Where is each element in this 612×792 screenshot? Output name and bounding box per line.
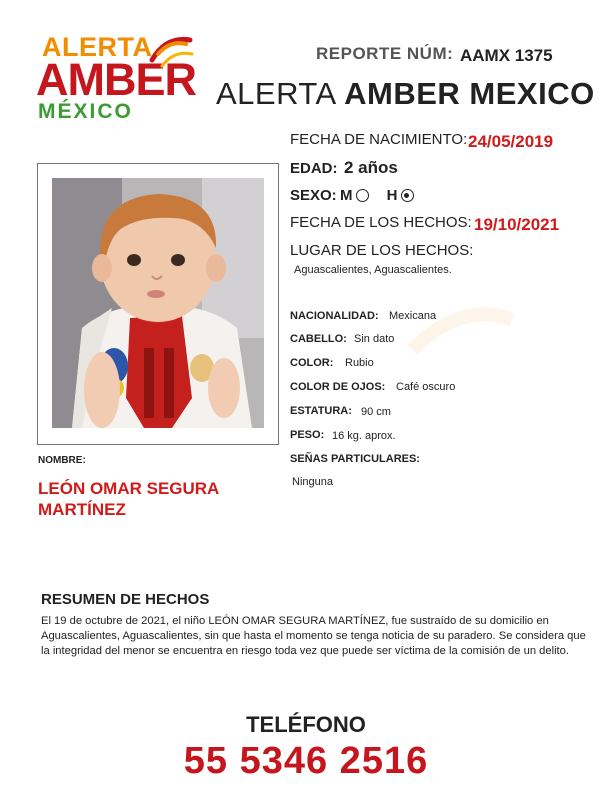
fecha-nacimiento-label: FECHA DE NACIMIENTO: bbox=[290, 131, 468, 148]
page-title bbox=[216, 76, 595, 112]
ojos-value: Café oscuro bbox=[396, 381, 456, 393]
ojos-label: COLOR DE OJOS: bbox=[290, 381, 386, 393]
color-label: COLOR: bbox=[290, 357, 334, 369]
estatura-value: 90 cm bbox=[361, 406, 391, 418]
cabello-label: CABELLO: bbox=[290, 333, 347, 345]
senas-label: SEÑAS PARTICULARES: bbox=[290, 453, 420, 465]
title-bold: AMBER MEXICO bbox=[344, 76, 595, 111]
resumen-text: El 19 de octubre de 2021, el niño LEÓN OMAR SEGURA MARTÍNEZ, fue sustraído de su domicilio en Aguascalientes, Aguascalientes, sin que hasta el momento se tenga noticia de su paradero. Se considera que la integridad del menor se encuentra en riesgo toda vez que puede ser víctima de la comisión de un delito. bbox=[41, 615, 586, 657]
title-light: ALERTA bbox=[216, 76, 336, 111]
sexo-m-label: M bbox=[340, 187, 353, 204]
sexo-options bbox=[340, 187, 414, 204]
color-value: Rubio bbox=[345, 357, 374, 369]
lugar-value: Aguascalientes, Aguascalientes. bbox=[294, 264, 452, 276]
sexo-h-radio bbox=[401, 189, 414, 202]
edad-label: EDAD: bbox=[290, 160, 338, 177]
peso-label: PESO: bbox=[290, 429, 325, 441]
logo-swoosh-icon bbox=[146, 30, 194, 72]
photo-frame bbox=[37, 163, 279, 445]
logo-line-alerta: ALERTA bbox=[42, 32, 153, 62]
logo-watermark bbox=[262, 290, 522, 365]
resumen-heading: RESUMEN DE HECHOS bbox=[41, 591, 210, 608]
estatura-label: ESTATURA: bbox=[290, 405, 352, 417]
watermark-swoosh-icon bbox=[262, 290, 522, 360]
fecha-nacimiento-value: 24/05/2019 bbox=[468, 132, 554, 151]
nombre-label: NOMBRE: bbox=[38, 455, 86, 466]
telefono-number: 55 5346 2516 bbox=[183, 740, 429, 782]
fecha-hechos-value: 19/10/2021 bbox=[474, 215, 560, 234]
fecha-hechos-label: FECHA DE LOS HECHOS: bbox=[290, 214, 472, 231]
logo-line-mexico: MÉXICO bbox=[38, 100, 133, 123]
telefono-heading: TELÉFONO bbox=[246, 712, 366, 737]
nombre-value: LEÓN OMAR SEGURA MARTÍNEZ bbox=[38, 479, 219, 519]
peso-value: 16 kg. aprox. bbox=[332, 430, 396, 442]
child-photo bbox=[52, 178, 264, 428]
sexo-h-label: H bbox=[386, 187, 398, 204]
senas-value: Ninguna bbox=[292, 476, 333, 488]
sexo-m-radio bbox=[356, 189, 369, 202]
logo-line-amber: AMBER bbox=[36, 54, 196, 105]
cabello-value: Sin dato bbox=[354, 333, 395, 345]
reporte-number: AAMX 1375 bbox=[460, 46, 553, 65]
lugar-label: LUGAR DE LOS HECHOS: bbox=[290, 242, 474, 259]
nacionalidad-label: NACIONALIDAD: bbox=[290, 310, 379, 322]
reporte-label: REPORTE NÚM: bbox=[316, 44, 454, 63]
edad-value: 2 años bbox=[344, 158, 398, 177]
sexo-label: SEXO: bbox=[290, 187, 337, 204]
alerta-amber-logo bbox=[34, 30, 194, 125]
nacionalidad-value: Mexicana bbox=[389, 310, 437, 322]
